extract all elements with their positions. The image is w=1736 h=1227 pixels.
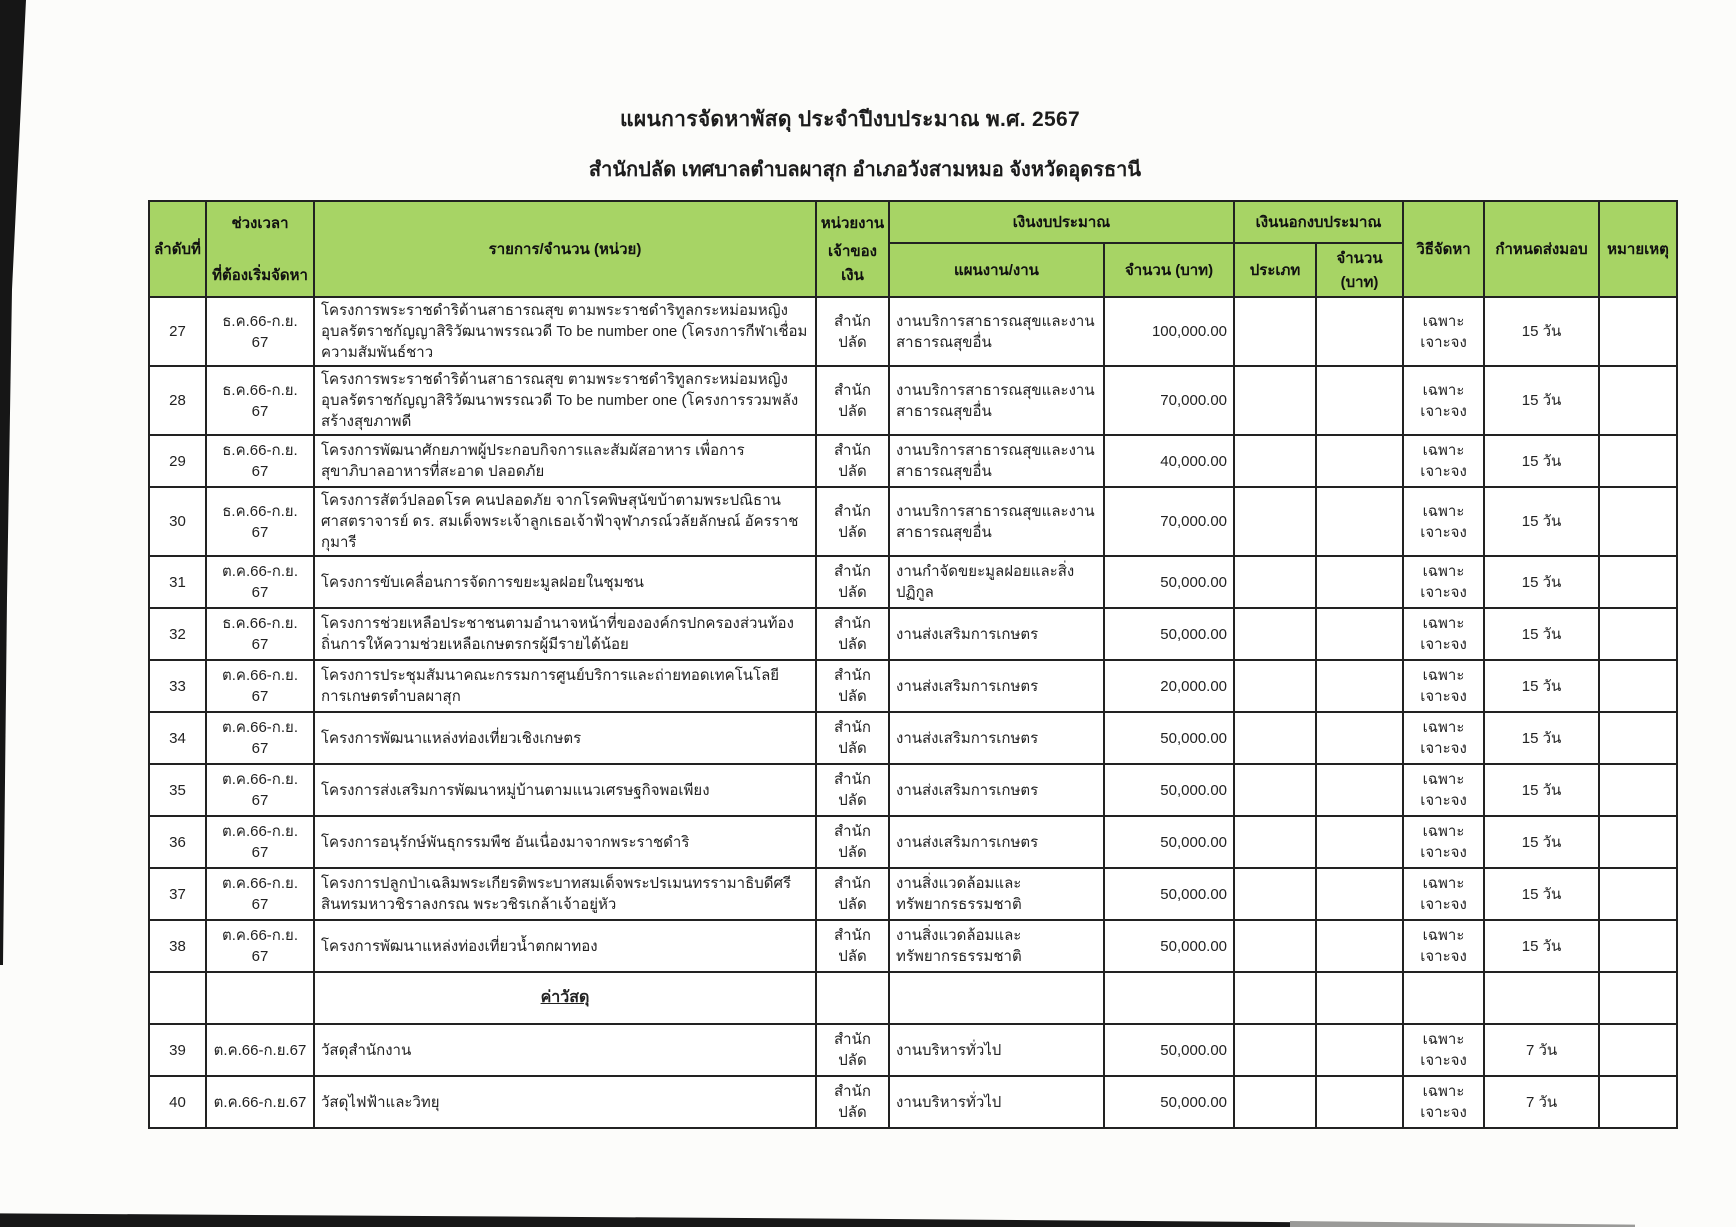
header-agency-line1: หน่วยงาน xyxy=(820,215,885,232)
header-budget-plan: แผนงาน/งาน xyxy=(889,243,1104,297)
cell-plan: งานสิ่งแวดล้อมและทรัพยากรธรรมชาติ xyxy=(889,868,1104,920)
cell-note xyxy=(1599,660,1677,712)
cell-delivery: 15 วัน xyxy=(1484,920,1599,972)
scan-artifact-bottom-tail xyxy=(1290,1221,1635,1227)
table-row xyxy=(149,868,1677,920)
cell-owner: สำนักปลัด xyxy=(816,764,889,816)
cell-note xyxy=(1599,608,1677,660)
cell-amount: 50,000.00 xyxy=(1104,608,1234,660)
cell-item: โครงการพัฒนาแหล่งท่องเที่ยวน้ำตกผาทอง xyxy=(314,920,816,972)
cell-plan: งานส่งเสริมการเกษตร xyxy=(889,764,1104,816)
cell-note xyxy=(1599,764,1677,816)
cell-owner: สำนักปลัด xyxy=(816,556,889,608)
cell-period: ธ.ค.66-ก.ย. 67 xyxy=(206,366,314,435)
cell-plan: งานส่งเสริมการเกษตร xyxy=(889,608,1104,660)
cell-nb-amount xyxy=(1316,297,1403,366)
cell-nb-type xyxy=(1234,816,1316,868)
cell-amount: 50,000.00 xyxy=(1104,816,1234,868)
cell-delivery: 15 วัน xyxy=(1484,435,1599,487)
cell-method: เฉพาะเจาะจง xyxy=(1403,868,1484,920)
cell-no: 36 xyxy=(149,816,206,868)
header-period-line2: ที่ต้องเริ่มจัดหา xyxy=(212,267,308,284)
cell-method: เฉพาะเจาะจง xyxy=(1403,297,1484,366)
cell-item: โครงการสัตว์ปลอดโรค คนปลอดภัย จากโรคพิษสุนัขบ้าตามพระปณิธานศาสตราจารย์ ดร. สมเด็จพระเจ้าลูกเธอเจ้าฟ้าจุฬาภรณ์วลัยลักษณ์ อัครราชกุมารี xyxy=(314,487,816,556)
scan-artifact-bottom-edge xyxy=(0,1211,1300,1227)
cell-item: โครงการช่วยเหลือประชาชนตามอำนาจหน้าที่ขององค์กรปกครองส่วนท้องถิ่นการให้ความช่วยเหลือเกษตรกรผู้มีรายได้น้อย xyxy=(314,608,816,660)
cell-method: เฉพาะเจาะจง xyxy=(1403,435,1484,487)
cell-note xyxy=(1599,487,1677,556)
cell-plan: งานบริการสาธารณสุขและงานสาธารณสุขอื่น xyxy=(889,297,1104,366)
cell-note xyxy=(1599,712,1677,764)
table-row xyxy=(149,660,1677,712)
cell-nb-amount xyxy=(1316,608,1403,660)
cell-delivery: 7 วัน xyxy=(1484,1076,1599,1128)
cell-nb-amount xyxy=(1316,920,1403,972)
header-no: ลำดับที่ xyxy=(149,201,206,297)
cell-plan: งานสิ่งแวดล้อมและทรัพยากรธรรมชาติ xyxy=(889,920,1104,972)
cell-method: เฉพาะเจาะจง xyxy=(1403,660,1484,712)
cell-no: 33 xyxy=(149,660,206,712)
cell-plan: งานส่งเสริมการเกษตร xyxy=(889,660,1104,712)
cell-plan: งานส่งเสริมการเกษตร xyxy=(889,816,1104,868)
cell-period: ต.ค.66-ก.ย. 67 xyxy=(206,816,314,868)
cell-item: โครงการขับเคลื่อนการจัดการขยะมูลฝอยในชุมชน xyxy=(314,556,816,608)
cell-nb-amount xyxy=(1316,366,1403,435)
cell-period: ต.ค.66-ก.ย. 67 xyxy=(206,712,314,764)
cell-no: 27 xyxy=(149,297,206,366)
cell-delivery: 15 วัน xyxy=(1484,366,1599,435)
header-nonbudget-amount: จำนวน (บาท) xyxy=(1316,243,1403,297)
cell-delivery: 15 วัน xyxy=(1484,297,1599,366)
cell-delivery: 15 วัน xyxy=(1484,556,1599,608)
cell-plan: งานบริหารทั่วไป xyxy=(889,1024,1104,1076)
section-row xyxy=(149,972,1677,1024)
cell-nb-type xyxy=(1234,868,1316,920)
cell-owner: สำนักปลัด xyxy=(816,816,889,868)
cell-note xyxy=(1599,1024,1677,1076)
cell-amount: 50,000.00 xyxy=(1104,712,1234,764)
cell-note xyxy=(1599,868,1677,920)
cell-amount xyxy=(1104,972,1234,1024)
cell-owner: สำนักปลัด xyxy=(816,608,889,660)
cell-period: ต.ค.66-ก.ย. 67 xyxy=(206,556,314,608)
scan-artifact-left-edge xyxy=(0,0,30,965)
cell-delivery: 7 วัน xyxy=(1484,1024,1599,1076)
document-subtitle: สำนักปลัด เทศบาลตำบลผาสุก อำเภอวังสามหมอ จังหวัดอุดรธานี xyxy=(588,159,1142,181)
cell-item: โครงการพัฒนาแหล่งท่องเที่ยวเชิงเกษตร xyxy=(314,712,816,764)
cell-nb-amount xyxy=(1316,972,1403,1024)
cell-delivery xyxy=(1484,972,1599,1024)
table-row xyxy=(149,297,1677,366)
cell-delivery: 15 วัน xyxy=(1484,712,1599,764)
cell-delivery: 15 วัน xyxy=(1484,660,1599,712)
cell-method: เฉพาะเจาะจง xyxy=(1403,487,1484,556)
table-row xyxy=(149,816,1677,868)
cell-owner: สำนักปลัด xyxy=(816,868,889,920)
cell-amount: 70,000.00 xyxy=(1104,366,1234,435)
header-agency-line2: เจ้าของเงิน xyxy=(828,243,877,284)
cell-no: 34 xyxy=(149,712,206,764)
cell-method: เฉพาะเจาะจง xyxy=(1403,764,1484,816)
cell-amount: 20,000.00 xyxy=(1104,660,1234,712)
cell-no xyxy=(149,972,206,1024)
cell-nb-type xyxy=(1234,556,1316,608)
cell-no: 38 xyxy=(149,920,206,972)
cell-period: ต.ค.66-ก.ย. 67 xyxy=(206,660,314,712)
cell-plan: งานส่งเสริมการเกษตร xyxy=(889,712,1104,764)
document-title: แผนการจัดหาพัสดุ ประจำปีงบประมาณ พ.ศ. 2567 xyxy=(620,108,1080,131)
cell-nb-type xyxy=(1234,1024,1316,1076)
cell-period: ต.ค.66-ก.ย.67 xyxy=(206,1024,314,1076)
cell-note xyxy=(1599,1076,1677,1128)
cell-item: โครงการประชุมสัมนาคณะกรรมการศูนย์บริการและถ่ายทอดเทคโนโลยีการเกษตรตำบลผาสุก xyxy=(314,660,816,712)
cell-nb-amount xyxy=(1316,556,1403,608)
header-budget-amount: จำนวน (บาท) xyxy=(1104,243,1234,297)
table-row xyxy=(149,608,1677,660)
cell-period xyxy=(206,972,314,1024)
cell-method: เฉพาะเจาะจง xyxy=(1403,608,1484,660)
cell-plan xyxy=(889,972,1104,1024)
cell-note xyxy=(1599,972,1677,1024)
cell-no: 31 xyxy=(149,556,206,608)
cell-no: 32 xyxy=(149,608,206,660)
cell-nb-type xyxy=(1234,297,1316,366)
cell-delivery: 15 วัน xyxy=(1484,487,1599,556)
cell-nb-type xyxy=(1234,608,1316,660)
cell-no: 30 xyxy=(149,487,206,556)
cell-method: เฉพาะเจาะจง xyxy=(1403,712,1484,764)
cell-amount: 50,000.00 xyxy=(1104,1076,1234,1128)
cell-owner xyxy=(816,972,889,1024)
cell-period: ธ.ค.66-ก.ย. 67 xyxy=(206,435,314,487)
header-period-line1: ช่วงเวลา xyxy=(231,215,289,232)
table-row xyxy=(149,764,1677,816)
cell-period: ต.ค.66-ก.ย. 67 xyxy=(206,920,314,972)
table-row xyxy=(149,1024,1677,1076)
cell-period: ธ.ค.66-ก.ย. 67 xyxy=(206,487,314,556)
cell-no: 39 xyxy=(149,1024,206,1076)
cell-owner: สำนักปลัด xyxy=(816,297,889,366)
cell-delivery: 15 วัน xyxy=(1484,764,1599,816)
header-nonbudget-type: ประเภท xyxy=(1234,243,1316,297)
cell-no: 28 xyxy=(149,366,206,435)
cell-owner: สำนักปลัด xyxy=(816,1024,889,1076)
cell-note xyxy=(1599,297,1677,366)
cell-item: วัสดุไฟฟ้าและวิทยุ xyxy=(314,1076,816,1128)
cell-delivery: 15 วัน xyxy=(1484,868,1599,920)
cell-nb-type xyxy=(1234,366,1316,435)
cell-plan: งานบริการสาธารณสุขและงานสาธารณสุขอื่น xyxy=(889,366,1104,435)
cell-note xyxy=(1599,556,1677,608)
cell-item: โครงการพระราชดำริด้านสาธารณสุข ตามพระราชดำริทูลกระหม่อมหญิงอุบลรัตราชกัญญาสิริวัฒนาพรรณวดี To be number one (โครงการกีฬาเชื่อมความสัมพันธ์ชาว xyxy=(314,297,816,366)
cell-method: เฉพาะเจาะจง xyxy=(1403,556,1484,608)
cell-nb-amount xyxy=(1316,816,1403,868)
cell-period: ต.ค.66-ก.ย. 67 xyxy=(206,868,314,920)
cell-amount: 40,000.00 xyxy=(1104,435,1234,487)
cell-nb-amount xyxy=(1316,660,1403,712)
table-header xyxy=(149,201,1677,297)
cell-period: ต.ค.66-ก.ย. 67 xyxy=(206,764,314,816)
cell-no: 29 xyxy=(149,435,206,487)
cell-nb-amount xyxy=(1316,1024,1403,1076)
cell-owner: สำนักปลัด xyxy=(816,660,889,712)
cell-owner: สำนักปลัด xyxy=(816,366,889,435)
cell-nb-amount xyxy=(1316,487,1403,556)
cell-nb-amount xyxy=(1316,435,1403,487)
header-delivery: กำหนดส่งมอบ xyxy=(1484,201,1599,297)
header-nonbudget-group: เงินนอกงบประมาณ xyxy=(1234,201,1403,243)
cell-no: 37 xyxy=(149,868,206,920)
cell-amount: 50,000.00 xyxy=(1104,764,1234,816)
cell-owner: สำนักปลัด xyxy=(816,920,889,972)
cell-method: เฉพาะเจาะจง xyxy=(1403,816,1484,868)
header-method: วิธีจัดหา xyxy=(1403,201,1484,297)
table-body xyxy=(149,297,1677,1128)
cell-plan: งานบริหารทั่วไป xyxy=(889,1076,1104,1128)
cell-item: วัสดุสำนักงาน xyxy=(314,1024,816,1076)
cell-amount: 50,000.00 xyxy=(1104,920,1234,972)
cell-amount: 100,000.00 xyxy=(1104,297,1234,366)
cell-method: เฉพาะเจาะจง xyxy=(1403,1076,1484,1128)
cell-no: 35 xyxy=(149,764,206,816)
cell-item: โครงการพัฒนาศักยภาพผู้ประกอบกิจการและสัมผัสอาหาร เพื่อการสุขาภิบาลอาหารที่สะอาด ปลอดภัย xyxy=(314,435,816,487)
cell-period: ต.ค.66-ก.ย.67 xyxy=(206,1076,314,1128)
cell-period: ธ.ค.66-ก.ย. 67 xyxy=(206,297,314,366)
cell-period: ธ.ค.66-ก.ย. 67 xyxy=(206,608,314,660)
table-row xyxy=(149,712,1677,764)
cell-nb-amount xyxy=(1316,712,1403,764)
cell-plan: งานกำจัดขยะมูลฝอยและสิ่งปฏิกูล xyxy=(889,556,1104,608)
header-note: หมายเหตุ xyxy=(1599,201,1677,297)
cell-method: เฉพาะเจาะจง xyxy=(1403,920,1484,972)
cell-nb-type xyxy=(1234,1076,1316,1128)
table-row xyxy=(149,366,1677,435)
cell-owner: สำนักปลัด xyxy=(816,1076,889,1128)
header-item: รายการ/จำนวน (หน่วย) xyxy=(314,201,816,297)
cell-item: โครงการส่งเสริมการพัฒนาหมู่บ้านตามแนวเศรษฐกิจพอเพียง xyxy=(314,764,816,816)
header-period xyxy=(206,201,314,297)
cell-note xyxy=(1599,920,1677,972)
cell-nb-amount xyxy=(1316,1076,1403,1128)
table-row xyxy=(149,920,1677,972)
cell-item: โครงการปลูกป่าเฉลิมพระเกียรติพระบาทสมเด็จพระปรเมนทรรามาธิบดีศรีสินทรมหาวชิราลงกรณ พระวชิรเกล้าเจ้าอยู่หัว xyxy=(314,868,816,920)
cell-nb-type xyxy=(1234,920,1316,972)
cell-nb-amount xyxy=(1316,764,1403,816)
cell-note xyxy=(1599,435,1677,487)
cell-item: ค่าวัสดุ xyxy=(314,972,816,1024)
procurement-plan-table xyxy=(148,200,1678,1129)
header-budget-group: เงินงบประมาณ xyxy=(889,201,1234,243)
table-row xyxy=(149,435,1677,487)
cell-owner: สำนักปลัด xyxy=(816,487,889,556)
cell-nb-type xyxy=(1234,660,1316,712)
cell-amount: 50,000.00 xyxy=(1104,556,1234,608)
cell-method: เฉพาะเจาะจง xyxy=(1403,366,1484,435)
cell-owner: สำนักปลัด xyxy=(816,712,889,764)
header-agency xyxy=(816,201,889,297)
cell-nb-amount xyxy=(1316,868,1403,920)
cell-note xyxy=(1599,366,1677,435)
cell-item: โครงการอนุรักษ์พันธุกรรมพืช อันเนื่องมาจากพระราชดำริ xyxy=(314,816,816,868)
cell-nb-type xyxy=(1234,487,1316,556)
cell-item: โครงการพระราชดำริด้านสาธารณสุข ตามพระราชดำริทูลกระหม่อมหญิงอุบลรัตราชกัญญาสิริวัฒนาพรรณวดี To be number one (โครงการรวมพลังสร้างสุขภาพดี xyxy=(314,366,816,435)
cell-nb-type xyxy=(1234,435,1316,487)
cell-nb-type xyxy=(1234,972,1316,1024)
cell-no: 40 xyxy=(149,1076,206,1128)
cell-owner: สำนักปลัด xyxy=(816,435,889,487)
table-row xyxy=(149,1076,1677,1128)
cell-delivery: 15 วัน xyxy=(1484,608,1599,660)
table-row xyxy=(149,556,1677,608)
table-row xyxy=(149,487,1677,556)
cell-note xyxy=(1599,816,1677,868)
cell-plan: งานบริการสาธารณสุขและงานสาธารณสุขอื่น xyxy=(889,435,1104,487)
cell-nb-type xyxy=(1234,764,1316,816)
cell-plan: งานบริการสาธารณสุขและงานสาธารณสุขอื่น xyxy=(889,487,1104,556)
cell-nb-type xyxy=(1234,712,1316,764)
cell-method xyxy=(1403,972,1484,1024)
cell-amount: 50,000.00 xyxy=(1104,1024,1234,1076)
cell-amount: 50,000.00 xyxy=(1104,868,1234,920)
cell-delivery: 15 วัน xyxy=(1484,816,1599,868)
cell-method: เฉพาะเจาะจง xyxy=(1403,1024,1484,1076)
cell-amount: 70,000.00 xyxy=(1104,487,1234,556)
